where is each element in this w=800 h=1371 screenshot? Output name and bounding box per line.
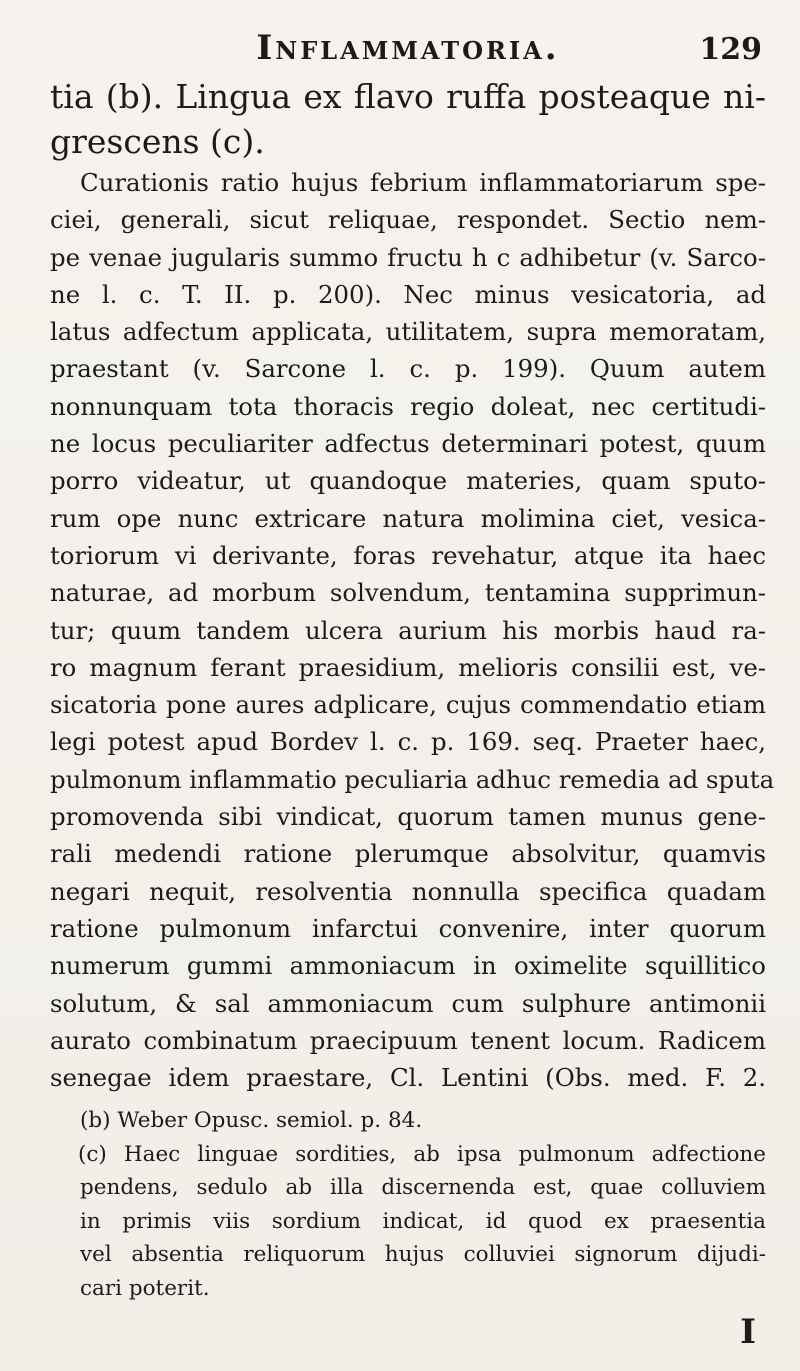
text-line: ratione pulmonum infarctui convenire, inter quorum [50,913,766,943]
text-line: ciei, generali, sicut reliquae, respondet. Sectio nem- [50,205,766,235]
text-line: promovenda sibi vindicat, quorum tamen munus gene- [50,802,766,832]
text-line: rali medendi ratione plerumque absolvitur, quamvis [50,839,766,869]
text-line: legi potest apud Bordev l. c. p. 169. seq. Praeter haec, [50,727,766,757]
running-title: Inflammatoria. [256,28,560,68]
footnote-c-line: (c) Haec linguae sordities, ab ipsa pulmonum adfectione [78,1141,766,1167]
footnotes [50,1104,766,1305]
text-line: numerum gummi ammoniacum in oximelite squillitico [50,951,766,981]
text-line: pulmonum inflammatio peculiaria adhuc remedia ad sputa [50,764,775,794]
body-text [50,74,775,1096]
text-line: aurato combinatum praecipuum tenent locum. Radicem [50,1025,766,1055]
text-line: pe venae jugularis summo fructu h c adhibetur (v. Sarco- [50,242,766,272]
footnote-b: (b) Weber Opusc. semiol. p. 84. [80,1108,423,1134]
text-line: ro magnum ferant praesidium, melioris consilii est, ve- [50,652,766,682]
text-line: naturae, ad morbum solvendum, tentamina supprimun- [50,578,766,608]
text-line: senegae idem praestare, Cl. Lentini (Obs. med. F. 2. [50,1063,766,1093]
text-line: latus adfectum applicata, utilitatem, supra memoratam, [50,317,766,347]
running-head [50,22,766,74]
text-line: rum ope nunc extricare natura molimina ciet, vesica- [50,503,766,533]
text-line: tur; quum tandem ulcera aurium his morbis haud ra- [50,615,766,645]
catchword: I [740,1312,756,1352]
footnote-c-line: in primis viis sordium indicat, id quod ex praesentia [80,1208,766,1234]
text-line: nonnunquam tota thoracis regio doleat, nec certitudi- [50,391,766,421]
text-line: tia (b). Lingua ex flavo ruffa posteaque ni- [50,77,766,116]
footnote-c-line: cari poterit. [80,1275,210,1301]
text-line: Curationis ratio hujus febrium inflammatoriarum spe- [80,168,766,197]
text-line: negari nequit, resolventia nonnulla specifica quadam [50,876,766,906]
text-line: sicatoria pone aures adplicare, cujus commendatio etiam [50,690,766,720]
page-number: 129 [699,32,762,67]
footnote-c-line: pendens, sedulo ab illa discernenda est, quae colluviem [80,1175,766,1201]
text-line: praestant (v. Sarcone l. c. p. 199). Quum autem [50,354,766,384]
text-line: ne locus peculiariter adfectus determinari potest, quum [50,429,766,459]
text-line: solutum, & sal ammoniacum cum sulphure antimonii [50,988,766,1018]
footnote-c-line: vel absentia reliquorum hujus colluviei signorum dijudi- [80,1242,766,1268]
text-line: ne l. c. T. II. p. 200). Nec minus vesicatoria, ad [50,279,766,309]
text-line: toriorum vi derivante, foras revehatur, atque ita haec [50,540,766,570]
text-line: porro videatur, ut quandoque materies, quam sputo- [50,466,766,496]
text-line: grescens (c). [50,122,265,161]
